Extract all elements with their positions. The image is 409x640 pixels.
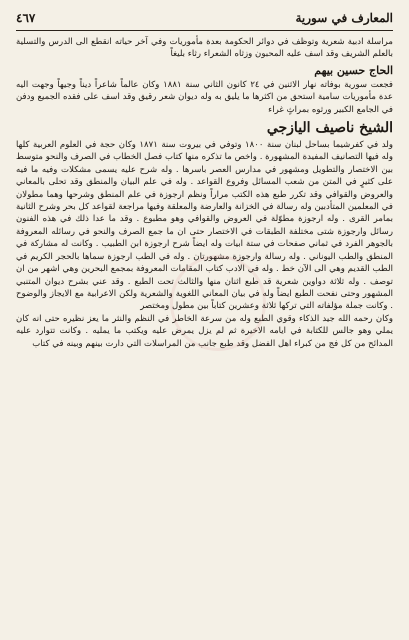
section-heading: الشيخ ناصيف اليازجي xyxy=(266,120,393,137)
paragraph: وكان رحمه الله جيد الذكاء وقوي الطبع وله من سرعة الخاطر في النظم والنثر ما يعز نظيره حتى انه كان يملي وهو جالس للكتابة في ايامه الاخيرة ثم لم يزل يمرض عليه ويكتب ما يمليه . وكانت تتوارد عليه المدائح من كل فج من كبراء اهل الفضل وقد طبع جانب من المراسلات التي دارت بينهم وبينه في كتاب xyxy=(16,313,393,349)
page-number: ٤٦٧ xyxy=(16,11,36,25)
section-heading: الحاج حسين بيهم xyxy=(314,63,393,77)
paragraph: ولد في كفرشيما بساحل لبنان سنة ١٨٠٠ وتوفي في بيروت سنة ١٨٧١ وكان حجة في العلوم العربية كلها وله فيها التصانيف المفيدة المشهورة . واخص ما تذكره منها كتاب فصل الخطاب في الصرف والنحو متوسط بين الاختصار والتطويل ومشهور في مدارس العصر باسرها . وله شرح عليه يسمى مشكلات وفيه ما فيه على كثيرٍ في المتن من شعب المسائل وفروع القواعد . وله في علم البيان والمنطق وقد تحلى بالمعاني والعروض والقوافي وقد تكرر طبع هذه الكتب مراراً ونظم ارجوزة في علم المنطق وشرحها وهما مطولان في المعلمين المتأدبين وله رسالة في الخزانة والعارضة والمعلقة وفيها مراجعة لقواعد كل بحر وشرح الثانية بمامر القرى . وله ارجوزة مطوّلة في العروض والقوافي وهو مطبوع . وقد ما عدا ذلك في هذه الفنون رسائل وارجوزة شتى مختلفة الطبقات في الاختصار حتى ان ما جمع الصرف والنحو في رسائله المعروفة بالجوهر الفرد في ثماني صفحات في ستة ابيات وله ايضاً شرح ارجوزة ابن الطبيب . وكانت له مشاركة في المنطق والطب اليوناني . وله رسالة وارجوزة مشهورتان . وله في الطب ارجوزة سماها بالحجر الكريم في الطب القديم وهي الى الآن خط . وله في الادب كتاب المقامات المعروفة بمجمع البحرين وهي اشهر من ان توصف . وله ثلاثة دواوين شعرية قد طبع اثنان منها والثالث تحت الطبع . وقد عني بشرح ديوان المتنبي المشهور وحتى نفحت الطبع ايضاً وله في بيان المعاني اللغوية والشعرية ولكن الاعرابية مع الايجاز والوضوح . وكانت جملة مؤلفاته التي تركها ثلاثة وعشرين كتاباً بين مطول ومختصر xyxy=(16,140,393,312)
paragraph: مراسلة ادبية شعرية وتوظف في دوائر الحكومة بعدة مأموريات وفي آخر حياته انقطع الى الدرس والتسلية بالعلم الشريف وقد اسف عليه المحبون وزثاه الشعراء رثاء بليغاً xyxy=(16,37,393,60)
header-rule xyxy=(16,30,393,31)
page-header xyxy=(16,8,393,28)
paragraph: فجعت سورية بوفاته نهار الاثنين في ٢٤ كانون الثاني سنة ١٨٨١ وكان عالماً شاعراً ديناً وجيهاً وجهت اليه عدة مأموريات سامية استحق من اكثرها ما يليق به وله ديوان شعر رقيق وقد اسف على فقده الجميع ودفن في الجامع الكبير ورثوه بمراثٍ غراء xyxy=(16,79,394,115)
running-title: المعارف في سورية xyxy=(295,11,393,25)
body-text xyxy=(16,36,393,350)
